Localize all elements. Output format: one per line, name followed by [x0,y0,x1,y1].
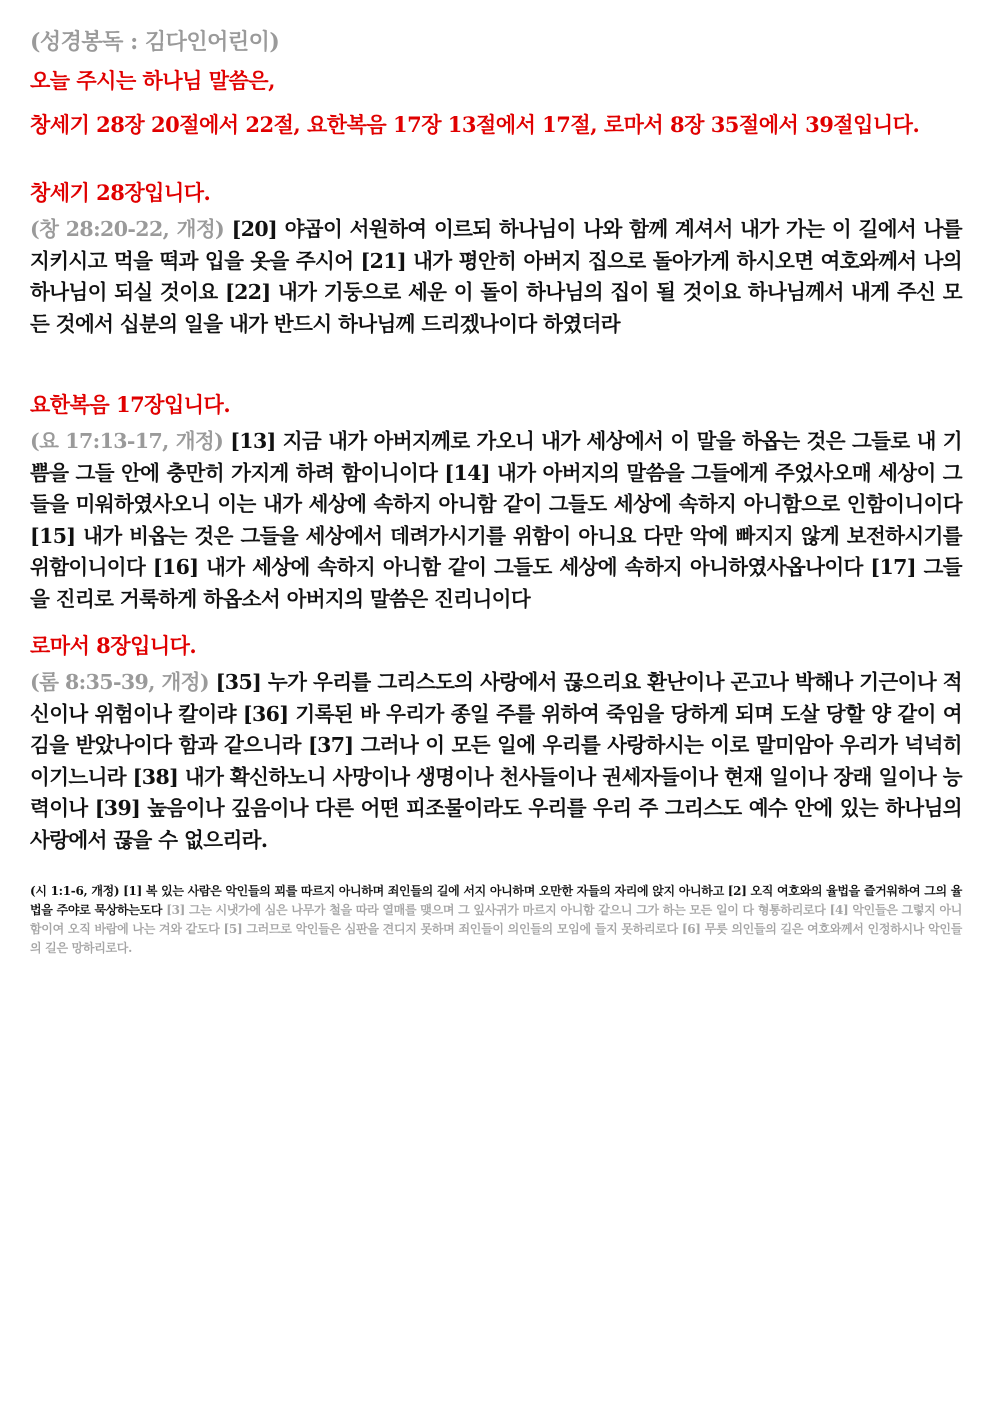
psalm-text-dark: (시 1:1-6, 개정) [1] 복 있는 사람은 악인들의 꾀를 따르지 아니하며 죄인들의 길에 서지 아니하며 오만한 자들의 자리에 앉지 아니하고 [2] 오직 여호와의 율법을 즐거워하여 그의 율법을 주야로 묵상하는도다 [30,884,962,917]
passage-body: [13] 지금 내가 아버지께로 가오니 내가 세상에서 이 말을 하옵는 것은 그들로 내 기쁨을 그들 안에 충만히 가지게 하려 함이니이다 [14] 내가 아버지의 말씀을 그들에게 주었사오매 세상이 그들을 미워하였사오니 이는 내가 세상에 속하지 아니함 같이 그들도 세상에 속하지 아니함으로 인함이니이다 [15] 내가 비옵는 것은 그들을 세상에서 데려가시기를 위함이 아니요 다만 악에 빠지지 않게 보전하시기를 위함이니이다 [16] 내가 세상에 속하지 아니함 같이 그들도 세상에 속하지 아니하였사옵나이다 [17] 그들을 진리로 거룩하게 하옵소서 아버지의 말씀은 진리니이다 [30,429,962,611]
passage-heading-romans: 로마서 8장입니다. [30,633,197,658]
psalm-text-light: [3] 그는 시냇가에 심은 나무가 철을 따라 열매를 맺으며 그 잎사귀가 마르지 아니함 같으니 그가 하는 모든 일이 다 형통하리로다 [4] 악인들은 그렇지 아니함이여 오직 바람에 나는 겨와 같도다 [5] 그러므로 악인들은 심판을 견디지 못하며 죄인들이 의인들의 모임에 들지 못하리로다 [6] 무릇 의인들의 길은 여호와께서 인정하시나 악인들의 길은 망하리로다. [30,903,962,955]
passage-reference: (롬 8:35-39, 개정) [30,670,209,694]
passage-heading-genesis: 창세기 28장입니다. [30,180,211,205]
passage-heading-john: 요한복음 17장입니다. [30,392,231,417]
reader-line: (성경봉독 : 김다인어린이) [30,29,280,55]
intro-line-1: 오늘 주시는 하나님 말씀은, [30,68,275,93]
passage-text-romans [30,667,962,856]
passage-reference: (창 28:20-22, 개정) [30,217,225,241]
intro-line-2: 창세기 28장 20절에서 22절, 요한복음 17장 13절에서 17절, 로마서 8장 35절에서 39절입니다. [30,112,920,137]
passage-body: [20] 야곱이 서원하여 이르되 하나님이 나와 함께 계셔서 내가 가는 이 길에서 나를 지키시고 먹을 떡과 입을 옷을 주시어 [21] 내가 평안히 아버지 집으로 돌아가게 하시오면 여호와께서 나의 하나님이 되실 것이요 [22] 내가 기둥으로 세운 이 돌이 하나님의 집이 될 것이요 하나님께서 내게 주신 모든 것에서 십분의 일을 내가 반드시 하나님께 드리겠나이다 하였더라 [30,217,962,336]
passage-text-john [30,426,962,615]
passage-text-genesis [30,214,962,340]
passage-body: [35] 누가 우리를 그리스도의 사랑에서 끊으리요 환난이나 곤고나 박해나 기근이나 적신이나 위험이나 칼이랴 [36] 기록된 바 우리가 종일 주를 위하여 죽임을 당하게 되며 도살 당할 양 같이 여김을 받았나이다 함과 같으니라 [37] 그러나 이 모든 일에 우리를 사랑하시는 이로 말미암아 우리가 넉넉히 이기느니라 [38] 내가 확신하노니 사망이나 생명이나 천사들이나 권세자들이나 현재 일이나 장래 일이나 능력이나 [39] 높음이나 깊음이나 다른 어떤 피조물이라도 우리를 우리 주 그리스도 예수 안에 있는 하나님의 사랑에서 끊을 수 없으리라. [30,670,962,852]
passage-reference: (요 17:13-17, 개정) [30,429,224,453]
psalm-passage [30,882,962,958]
